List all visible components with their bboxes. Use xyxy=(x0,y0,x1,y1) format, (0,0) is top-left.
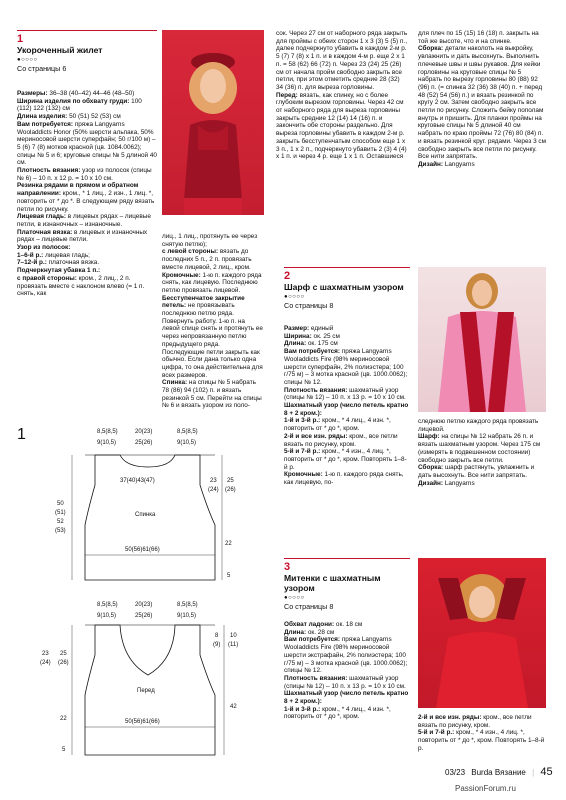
back-top-left-1: 8,5(8,5) xyxy=(97,429,118,435)
paragraph xyxy=(17,90,157,98)
paragraph-text: 100 (112) 122 (132) см xyxy=(17,97,142,113)
paragraph-text: вязать до последних 5 п., 2 п. провязать вместе лицевой, 2 лиц., кром. xyxy=(162,248,252,271)
page-reference: Со страницы 8 xyxy=(284,602,334,612)
section-1-column-4 xyxy=(418,30,546,169)
page-number: 45 xyxy=(540,766,553,778)
difficulty-dots: ●○○○○ xyxy=(284,595,305,602)
paragraph-lead: Подчеркнутая убавка 1 п.: xyxy=(17,267,101,275)
paragraph-lead: Размер: xyxy=(284,325,310,332)
back-right-2a: 25 xyxy=(227,478,234,484)
front-top-mid-1: 20(23) xyxy=(135,602,153,608)
paragraph-text: кром., все петли вязать по рисунку, кром. xyxy=(284,432,398,448)
paragraph xyxy=(162,379,264,410)
paragraph xyxy=(284,325,410,333)
paragraph-text: ок. 28 см xyxy=(306,628,335,636)
paragraph xyxy=(17,98,157,113)
paragraph xyxy=(284,348,410,387)
paragraph-text: не провязывать последнюю петлю ряда. Повернуть работу. 1-ю п. на левой спице снять и протянуть ее через непровязанную петлю предыдущего ряда. Последующие петли закрыть как обычно. Если дана только одна цифра, то она действительна для всех размеров. xyxy=(162,302,263,379)
paragraph-lead: Сборка: xyxy=(418,45,444,53)
section-2-header xyxy=(284,267,410,310)
section-title: Укороченный жилет xyxy=(17,45,103,56)
front-right-1b: (9) xyxy=(213,642,221,648)
paragraph xyxy=(17,275,157,298)
front-top-right-2: 9(10,5) xyxy=(177,613,197,619)
paragraph-text: кром., * 4 изн., 4 лиц. *, повторить от * до *, кром. Повторять 1–8-й р. xyxy=(284,448,407,471)
front-pattern xyxy=(40,602,238,755)
paragraph xyxy=(284,433,410,448)
section-1-column-2 xyxy=(162,233,264,410)
front-bottom-width: 50(56)61(66) xyxy=(125,719,160,725)
front-top-left-1: 8,5(8,5) xyxy=(97,602,118,608)
paragraph-lead: 7–12-й р.: xyxy=(17,259,47,267)
back-left-2: (51) xyxy=(55,510,66,516)
paragraph-text: 1-ю п. каждого ряда снять, как лицевую, по- xyxy=(284,471,404,487)
front-title: Перед xyxy=(137,688,155,694)
paragraph-lead: Шахматный узор (число петель кратно 8 + 2 кром.): xyxy=(284,402,409,417)
section-number: 2 xyxy=(284,270,291,283)
paragraph xyxy=(418,480,546,488)
paragraph-lead: Вам потребуется: xyxy=(17,120,74,128)
difficulty-dots: ●○○○○ xyxy=(284,294,305,301)
paragraph-lead: 2-й и все изн. ряды: xyxy=(418,714,482,721)
paragraph-lead: 5-й и 7-й р.: xyxy=(284,448,321,456)
section-2-column-1 xyxy=(284,325,410,487)
paragraph-text: 36–38 (40–42) 44–46 (48–50) xyxy=(47,90,135,97)
front-right-2a: 10 xyxy=(230,633,237,639)
paragraph xyxy=(17,182,157,213)
difficulty-dots: ●○○○○ xyxy=(17,57,38,64)
paragraph xyxy=(418,433,546,464)
paragraph-text: ок. 18 см xyxy=(334,621,363,628)
paragraph xyxy=(276,30,408,92)
page-reference: Со страницы 8 xyxy=(284,301,334,311)
section-2-column-2 xyxy=(418,418,546,487)
back-right-2b: (26) xyxy=(225,487,236,493)
schema-drawing xyxy=(40,425,265,765)
front-right-1a: 8 xyxy=(215,633,219,639)
paragraph-lead: Перед: xyxy=(276,91,298,99)
section-1-column-1 xyxy=(17,90,157,298)
paragraph xyxy=(284,402,410,417)
paragraph-lead: Узор из полосок: xyxy=(17,244,71,252)
paragraph-lead: 1–6-й р.: xyxy=(17,251,44,259)
paragraph-lead: Бесступенчатое закрытие петель: xyxy=(162,294,245,310)
paragraph xyxy=(284,675,410,690)
paragraph-lead: Шахматный узор (число петель кратно 8 + 2 кром.): xyxy=(284,690,409,706)
paragraph-lead: 5-й и 7-й р.: xyxy=(418,729,455,737)
paragraph xyxy=(17,229,157,244)
paragraph xyxy=(418,30,546,45)
paragraph-text: шарф растянуть, увлажнить и дать высохнуть. Все нити запрятать. xyxy=(418,464,535,479)
paragraph-lead: Резинка рядами в прямом и обратном направлении: xyxy=(17,182,139,198)
paragraph xyxy=(284,706,410,721)
paragraph xyxy=(284,340,410,348)
paragraph-text: лицевая гладь; xyxy=(43,251,90,259)
paragraph xyxy=(17,267,157,275)
paragraph xyxy=(276,92,408,161)
front-top-mid-2: 25(26) xyxy=(135,613,153,619)
paragraph-text: в лицевых и изнаночных рядах – лицевые петли. xyxy=(17,228,148,244)
back-mid-width: 37(40)43(47) xyxy=(120,478,155,484)
section-3-column-2 xyxy=(418,714,546,753)
paragraph-lead: Плотность вязания: xyxy=(17,167,81,175)
paragraph xyxy=(418,729,546,752)
paragraph-text: шахматный узор (спицы № 12) – 10 п. x 13 р. = 10 x 10 см. xyxy=(284,386,406,402)
magazine-name: Burda Вязание xyxy=(471,768,526,777)
paragraph-text: единый xyxy=(309,325,334,332)
paragraph-lead: Вам потребуется: xyxy=(284,636,341,644)
paragraph-lead: Плотность вязания: xyxy=(284,674,348,682)
paragraph-lead: Длина изделия: xyxy=(17,113,68,121)
paragraph-lead: Ширина: xyxy=(284,332,312,340)
back-right-4: 5 xyxy=(227,573,231,579)
paragraph xyxy=(17,113,157,121)
paragraph xyxy=(418,464,546,479)
paragraph xyxy=(284,417,410,432)
paragraph xyxy=(418,161,546,169)
front-left-1a: 23 xyxy=(42,651,49,657)
back-right-1b: (24) xyxy=(208,487,219,493)
paragraph-lead: Лицевая гладь: xyxy=(17,213,67,221)
paragraph xyxy=(418,714,546,729)
watermark: PassionForum.ru xyxy=(455,784,516,793)
paragraph-text: платочная вязка. xyxy=(46,259,100,267)
back-right-3: 22 xyxy=(225,541,232,547)
front-top-right-1: 8,5(8,5) xyxy=(177,602,198,608)
paragraph-lead: Дизайн: xyxy=(418,160,444,168)
back-top-right-1: 8,5(8,5) xyxy=(177,429,198,435)
schema-label: 1 xyxy=(17,426,26,443)
paragraph-text: для плеч по 15 (15) 16 (18) п. закрыть на той же высоте, что и на спинке. xyxy=(418,30,539,45)
paragraph-text: пряжа Langyarns Wooladdicts Honor (50% шерсти альпака, 50% мериносовой шерсти суперфайн; 50 г/100 м) – 5 (6) 7 (8) мотков красной (цв. 1084.0062); спицы № 5 и 6; круговые спицы № 5 длиной 40 см. xyxy=(17,120,157,167)
front-left-2a: 25 xyxy=(60,651,67,657)
paragraph-text: Langyarns xyxy=(443,479,475,487)
section-title: Митенки с шахматным узором xyxy=(284,573,381,594)
paragraph xyxy=(162,295,264,380)
back-left-1: 50 xyxy=(57,501,64,507)
front-left-1b: (24) xyxy=(40,660,51,666)
paragraph-text: кром., * 4 лиц., 4 изн. *, повторить от * до *, кром. xyxy=(284,705,391,721)
paragraph-text: шахматный узор (спицы № 12) – 10 п. x 13 р. = 10 x 10 см. xyxy=(284,674,406,690)
section-3-column-1 xyxy=(284,621,410,721)
paragraph xyxy=(17,167,157,182)
paragraph-text: 1-ю п. каждого ряда снять, как лицевую. Последнюю петлю провязать лицевой. xyxy=(162,271,262,294)
section-rule xyxy=(284,267,410,268)
paragraph-text: ок. 25 см xyxy=(311,332,340,340)
paragraph-text: кром., все петли вязать по рисунку, кром. xyxy=(418,714,532,729)
paragraph-lead: 2-й и все изн. ряды: xyxy=(284,432,348,440)
back-top-right-2: 9(10,5) xyxy=(177,440,197,446)
paragraph-lead: Обхват ладони: xyxy=(284,621,335,628)
paragraph-lead: Вам потребуется: xyxy=(284,348,341,356)
paragraph xyxy=(162,248,264,271)
paragraph-lead: Кромочные: xyxy=(162,271,201,279)
section-1-column-3 xyxy=(276,30,408,161)
paragraph-lead: Дизайн: xyxy=(418,479,444,487)
paragraph-text: пряжа Langyarns Wooladdicts Fire (98% мериносовой шерсти суперфайн, 2% полиэстера; 100 г/75 м) – 3 мотка красной (цв. 1000.0062); спицы № 12. xyxy=(284,348,408,386)
paragraph xyxy=(284,621,410,629)
photo-scarf xyxy=(418,267,546,412)
paragraph-lead: Ширина изделия по обхвату груди: xyxy=(17,97,130,105)
paragraph-text: пряжа Langyarns Wooladdicts Fire (98% мериносовой шерсти экстрафайн, 2% полиэстера; 100 г/75 м) – 3 мотка красной (цв. 1000.0062); спицы № 12. xyxy=(284,636,408,675)
paragraph-text: узор из полосок (спицы № 6) – 10 п. x 12 р. = 10 x 10 см. xyxy=(17,167,152,182)
paragraph-text: лиц., 1 лиц., протянуть ее через снятую петлю); xyxy=(162,233,258,248)
back-title: Спинка xyxy=(135,512,156,518)
front-left-2b: (26) xyxy=(58,660,69,666)
section-1-header xyxy=(17,30,157,73)
paragraph-lead: Шарф: xyxy=(418,433,440,441)
paragraph-text: Langyarns xyxy=(443,160,475,168)
paragraph-lead: Плотность вязания: xyxy=(284,386,348,394)
paragraph-lead: с правой стороны: xyxy=(17,274,77,282)
paragraph xyxy=(284,636,410,675)
photo-mittens xyxy=(418,558,546,708)
front-right-3: 42 xyxy=(230,704,237,710)
paragraph-text: на спицы № 12 набрать 26 п. и вязать шахматным узором. Через 175 см (измерять в подвешенном состоянии) свободно закрыть все петли. xyxy=(418,433,541,464)
paragraph-text: вязать, как спинку, но с более глубоким вырезом горловины. Через 42 см от наборного ряда для выреза горловины закрыть средние 12 (14) 14 (16) п. и закончить обе стороны раздельно. Для выреза горловины убавить в каждом 2-м р. закрыть бесступенчатым способом еще 1 x 3 п., 1 x 2 п., подчеркнуто убавить 2 (3) 4 (4) x 1 п. и через 4 р. еще 1 x 1 п. Оставшиеся xyxy=(276,91,407,161)
front-left-3: 22 xyxy=(60,716,67,722)
paragraph xyxy=(284,448,410,471)
paragraph-text: кром., 2 лиц., 2 п. провязать вместе с наклоном влево (= 1 п. снять, как xyxy=(17,274,145,298)
paragraph-lead: 1-й и 3-й р.: xyxy=(284,705,321,713)
paragraph-text: в лицевых рядах – лицевые петли, в изнаночных – изнаночные. xyxy=(17,213,151,228)
paragraph xyxy=(17,213,157,228)
back-pattern xyxy=(55,429,236,580)
paragraph xyxy=(418,45,546,161)
paragraph-text: сок. Через 27 см от наборного ряда закрыть для проймы с обеих сторон 1 x 3 (3) 5 (5) п., далее подчеркнуто убавить в каждом 2-м р. 5 (7) 7 (8) x 1 п. и в каждом 4-м р. еще 2 x 1 п. = 58 (62) 66 (72) п. Через 23 (24) 25 (26) см от начала пройм свободно закрыть все петли, при этом отметить средние 28 (32) 34 (36) п. для выреза горловины. xyxy=(276,30,408,91)
back-bottom-width: 50(56)61(66) xyxy=(125,547,160,553)
paragraph-lead: Спинка: xyxy=(162,379,188,387)
back-left-3: 52 xyxy=(57,519,64,525)
paragraph-lead: Платочная вязка: xyxy=(17,228,73,236)
back-top-mid-1: 20(23) xyxy=(135,429,153,435)
paragraph-text: 50 (51) 52 (53) см xyxy=(67,113,121,121)
paragraph-text: ок. 175 см xyxy=(306,340,338,348)
paragraph-text: детали наколоть на выкройку, увлажнить и дать высохнуть. Выполнить плечевые швы и швы рукавов. Для кейки горловины на круговые спицы № 5 набрать по вырезу горловины 80 (88) 92 (96) п. (= спинка 32 (36) 38 (40) п. + перед 48 (52) 54 (56) п.) и вязать резинкой по кругу 2 см. Затем свободно закрыть все петли по рисунку. Сложить бейку пополам внутрь и пришить. Для планки проймы на круговые спицы № 5 длиной 40 см набрать по краю проймы 72 (76) 80 (84) п. и вязать резинкой круг. рядами. Через 3 см свободно закрыть все петли по рисунку. Все нити запрятать. xyxy=(418,45,546,161)
paragraph-lead: Длина: xyxy=(284,340,307,348)
paragraph-text: кром., * 4 изн., 4 лиц. *, повторить от * до *, кром. Повторять 1–8-й р. xyxy=(418,729,545,752)
section-title: Шарф с шахматным узором xyxy=(284,282,404,293)
section-number: 1 xyxy=(17,33,24,46)
paragraph-lead: 1-й и 3-й р.: xyxy=(284,417,321,425)
back-right-1a: 23 xyxy=(210,478,217,484)
paragraph xyxy=(284,471,410,486)
footer: 03/23 Burda Вязание | 45 xyxy=(445,766,553,778)
paragraph xyxy=(162,272,264,295)
paragraph xyxy=(17,244,157,252)
back-top-left-2: 9(10,5) xyxy=(97,440,117,446)
paragraph-lead: Размеры: xyxy=(17,90,48,97)
paragraph-lead: Длина: xyxy=(284,628,307,636)
section-number: 3 xyxy=(284,561,291,574)
photo-vest xyxy=(162,30,264,215)
paragraph xyxy=(17,121,157,167)
paragraph-lead: с левой стороны: xyxy=(162,248,219,256)
paragraph xyxy=(284,333,410,341)
front-left-4: 5 xyxy=(62,747,66,753)
paragraph-text: кром., * 1 лиц., 2 изн., 1 лиц. *, повторить от * до *. В следующем ряду вязать петли по рисунку. xyxy=(17,190,155,213)
paragraph-lead: Сборка: xyxy=(418,464,444,472)
front-top-left-2: 9(10,5) xyxy=(97,613,117,619)
paragraph-text: на спицы № 5 набрать 78 (86) 94 (102) п. и вязать резинкой 5 см. Перейти на спицы № 6 и вязать узором из поло- xyxy=(162,379,262,410)
section-3-header xyxy=(284,558,410,611)
paragraph-text: следнюю петлю каждого ряда провязать лицевой. xyxy=(418,418,539,433)
section-rule xyxy=(284,558,410,559)
paragraph xyxy=(162,233,264,248)
front-right-2b: (11) xyxy=(228,642,239,648)
paragraph-text: кром., * 4 лиц., 4 изн. *, повторить от * до *, кром. xyxy=(284,417,391,433)
section-rule xyxy=(17,30,157,31)
paragraph xyxy=(284,690,410,705)
paragraph-lead: Кромочные: xyxy=(284,471,323,479)
back-left-4: (53) xyxy=(55,528,66,534)
issue-number: 03/23 xyxy=(445,768,466,777)
paragraph xyxy=(284,387,410,402)
paragraph xyxy=(418,418,546,433)
back-top-mid-2: 25(26) xyxy=(135,440,153,446)
page-reference: Со страницы 6 xyxy=(17,64,67,74)
